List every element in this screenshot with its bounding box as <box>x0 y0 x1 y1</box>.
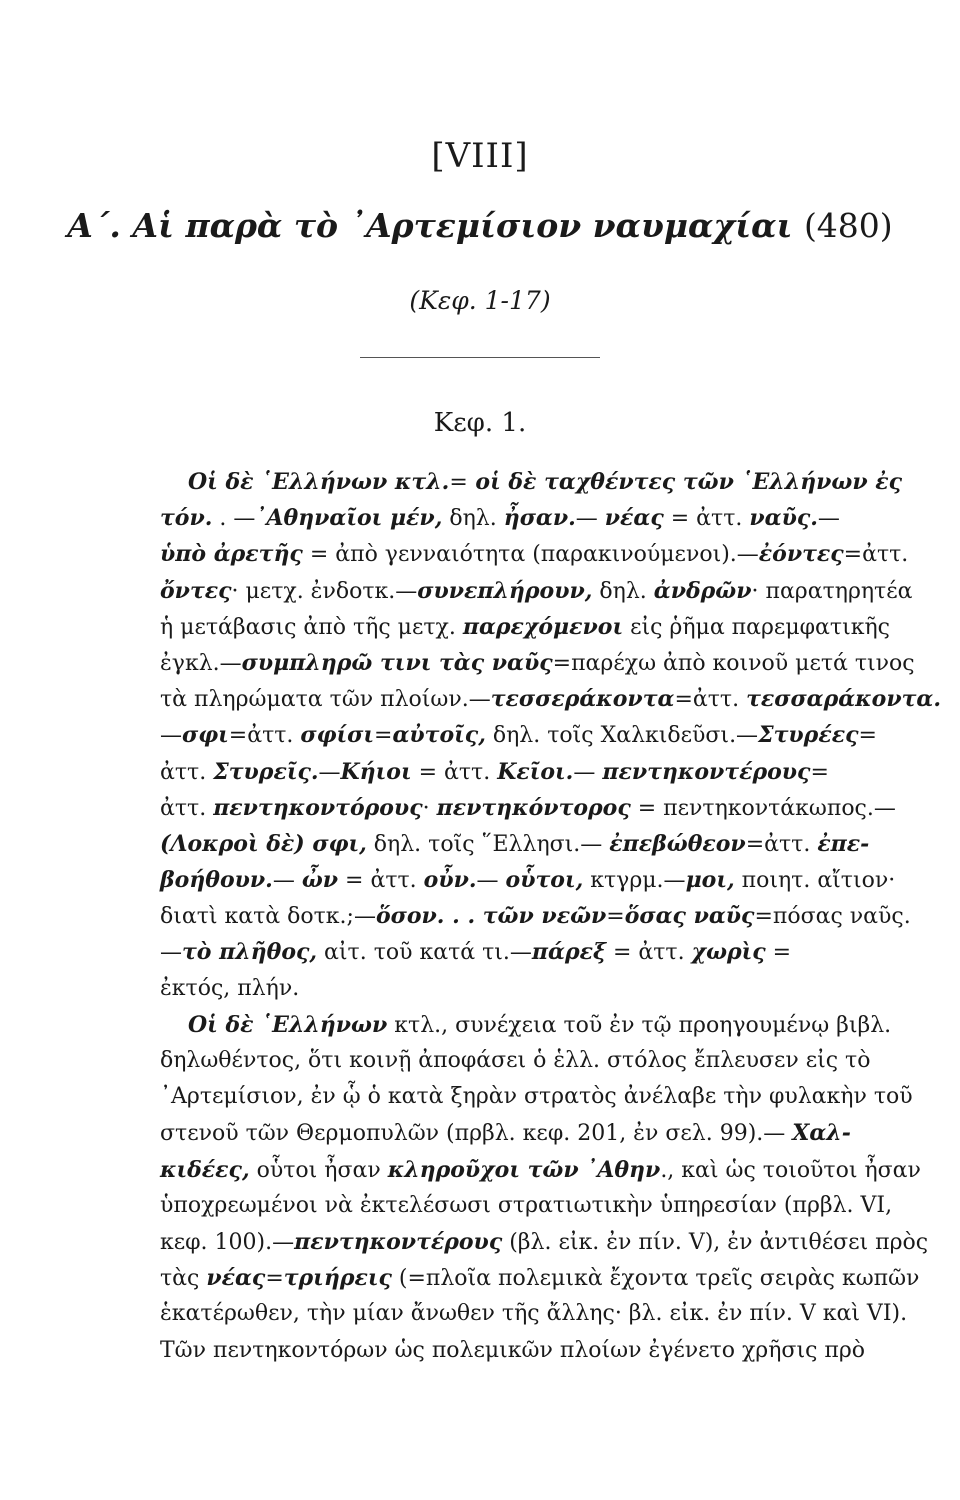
text-segment: = <box>765 940 792 966</box>
keyword-term: ἐπεβώθεον <box>609 830 746 857</box>
text-segment: =ἀττ. <box>674 687 747 713</box>
keyword-term: ἦσαν. <box>503 505 576 532</box>
text-line <box>160 826 950 862</box>
text-segment: ἀττ. <box>160 795 214 821</box>
keyword-term: πεντηκοντέρους <box>602 758 811 785</box>
keyword-term: νέας <box>206 1265 266 1292</box>
text-segment: ἑκατέρωθεν, τὴν μίαν ἄνωθεν τῆς ἄλλης· βλ. εἰκ. ἐν πίν. V καὶ VI). <box>160 1301 908 1327</box>
keyword-term: χωρὶς <box>691 939 766 966</box>
keyword-term: συνεπλήρουν, <box>417 577 593 604</box>
section-title <box>0 206 960 245</box>
text-segment: (βλ. εἰκ. ἐν πίν. V), ἐν ἀντιθέσει πρὸς <box>502 1229 929 1255</box>
keyword-term: σφίσι <box>300 722 375 749</box>
text-line <box>160 971 950 1007</box>
commentary-text <box>160 464 950 1369</box>
keyword-term: ὅσας ναῦς <box>624 903 755 930</box>
text-segment: ἐκτός, πλήν. <box>160 975 300 1001</box>
keyword-term: πεντηκόντορος <box>436 794 631 821</box>
text-segment: ἡ μετάβασις ἀπὸ τῆς μετχ. <box>160 614 463 640</box>
keyword-term: πεντηκοντόρους <box>213 794 423 821</box>
text-segment: — <box>318 759 341 785</box>
text-line <box>160 1260 950 1296</box>
text-segment: στενοῦ τῶν Θερμοπυλῶν (πρβλ. κεφ. 201, ἐν σελ. 99).— <box>160 1121 793 1147</box>
keyword-term: Κεῖοι. <box>497 758 574 785</box>
text-segment: — <box>272 868 302 894</box>
text-segment: — <box>575 506 605 532</box>
keyword-term: κιδέες, <box>160 1156 250 1183</box>
text-segment: = <box>858 723 877 749</box>
text-line <box>160 1224 950 1260</box>
section-title-year: (480) <box>803 206 893 245</box>
text-segment: · παρατηρητέα <box>751 578 913 604</box>
text-segment: δηλ. τοῖς ῞Ελλησι.— <box>366 831 610 857</box>
text-segment: — <box>476 868 506 894</box>
keyword-term: (Λοκροὶ δὲ) σφι, <box>160 830 367 857</box>
text-line <box>160 645 950 681</box>
text-segment: κτλ., συνέχεια τοῦ ἐν τῷ προηγουμένῳ βιβλ. <box>387 1012 892 1038</box>
keyword-term: βοήθουν. <box>160 867 273 894</box>
text-segment: τὰ πληρώματα τῶν πλοίων.— <box>160 687 491 713</box>
text-segment: = <box>374 723 393 749</box>
keyword-term: Στυρεῖς. <box>213 758 319 785</box>
keyword-term: ὅσον. . . τῶν νεῶν <box>375 903 607 930</box>
keyword-term: ἐπε- <box>817 830 870 857</box>
keyword-term: παρεχόμενοι <box>462 613 624 640</box>
text-segment: δηλ. <box>442 506 504 532</box>
text-line <box>160 464 950 500</box>
text-segment: ἀττ. <box>160 759 214 785</box>
text-line <box>160 717 950 753</box>
text-segment: κτγρμ.— <box>583 868 686 894</box>
keyword-term: τὸ πλῆθος, <box>182 939 318 966</box>
text-segment: δηλ. τοῖς Χαλκιδεῦσι.— <box>485 723 759 749</box>
text-segment: · <box>422 795 437 821</box>
text-segment: = <box>449 470 468 495</box>
text-segment: ., καὶ ὡς τοιοῦτοι ἦσαν <box>660 1157 921 1183</box>
keyword-term: τεσσαράκοντα. <box>746 686 941 713</box>
text-segment: αἰτ. τοῦ κατά τι.— <box>317 940 532 966</box>
section-title-text: Α΄. Αἱ παρὰ τὸ ᾿Αρτεμίσιον ναυμαχίαι <box>67 206 793 245</box>
text-segment: =ἀττ. <box>843 542 909 568</box>
text-segment: = ἀττ. <box>338 868 424 894</box>
text-segment: — <box>160 723 182 749</box>
keyword-term: πεντηκοντέρους <box>294 1228 503 1255</box>
text-segment: =ἀττ. <box>228 723 301 749</box>
text-segment: διατὶ κατὰ δοτκ.;— <box>160 904 376 930</box>
text-line <box>160 934 950 970</box>
text-segment: ὑποχρεωμένοι νὰ ἐκτελέσωσι στρατιωτικὴν ὑπηρεσίαν (πρβλ. VI, <box>160 1192 893 1218</box>
keyword-term: τεσσεράκοντα <box>490 686 675 713</box>
keyword-term: Χαλ- <box>792 1120 851 1147</box>
keyword-term: ὦν <box>301 867 339 894</box>
text-line <box>160 1115 950 1151</box>
chapter-heading: Κεφ. 1. <box>433 408 527 438</box>
keyword-term: σφι <box>182 722 229 749</box>
text-segment: δηλωθέντος, ὅτι κοινῇ ἀποφάσει ὁ ἑλλ. στόλος ἔπλευσεν εἰς τὸ <box>160 1048 871 1073</box>
text-segment: = πεντηκοντάκωπος.— <box>630 795 896 821</box>
divider <box>360 357 600 358</box>
text-segment: =πόσας ναῦς. <box>754 904 911 930</box>
page-number: [VIII] <box>431 136 529 176</box>
keyword-term: οἱ δὲ ταχθέντες τῶν ῾Ελλήνων ἐς <box>467 469 903 495</box>
text-segment: ἐγκλ.— <box>160 650 242 676</box>
text-line <box>160 1296 950 1332</box>
keyword-term: τριήρεις <box>283 1265 392 1292</box>
text-line <box>160 1333 950 1369</box>
text-segment: — <box>817 506 840 532</box>
keyword-term: Οἱ δὲ ῾Ελλήνων <box>188 1011 388 1038</box>
text-segment: = <box>606 904 625 930</box>
keyword-term: ναῦς. <box>749 505 818 532</box>
keyword-term: ὄντες <box>160 577 232 604</box>
keyword-term: ᾿Αθηναῖοι μέν, <box>255 505 443 532</box>
keyword-term: αὐτοῖς, <box>392 722 486 749</box>
keyword-term: κληροῦχοι τῶν ᾿Αθην <box>387 1156 661 1183</box>
keyword-term: Στυρέες <box>758 722 859 749</box>
text-segment: = ἀττ. <box>605 940 692 966</box>
text-line <box>160 754 950 790</box>
keyword-term: ἐόντες <box>758 541 844 568</box>
text-segment: = ἀττ. <box>411 759 498 785</box>
text-segment: Τῶν πεντηκοντόρων ὡς πολεμικῶν πλοίων ἐγένετο χρῆσις πρὸ <box>160 1337 866 1363</box>
text-line <box>160 573 950 609</box>
text-line <box>160 1152 950 1188</box>
text-line <box>160 1079 950 1115</box>
text-segment: ᾿Αρτεμίσιον, ἐν ᾧ ὁ κατὰ ξηρὰν στρατὸς ἀνέλαβε τὴν φυλακὴν τοῦ <box>160 1084 913 1110</box>
keyword-term: τόν. <box>160 505 213 532</box>
text-segment: — <box>160 940 182 966</box>
text-line <box>160 1007 950 1043</box>
text-line <box>160 609 950 645</box>
text-segment: ποιητ. αἴτιον· <box>734 868 896 894</box>
keyword-term: νέας <box>604 505 664 532</box>
text-segment: = ἀπὸ γενναιότητα (παρακινούμενοι).— <box>302 542 759 568</box>
keyword-term: πάρεξ <box>531 939 606 966</box>
text-segment: = ἀττ. <box>663 506 750 532</box>
keyword-term: οὗτοι, <box>505 867 584 894</box>
text-segment: · μετχ. ἐνδοτκ.— <box>231 578 418 604</box>
text-line <box>160 500 950 536</box>
text-line <box>160 1188 950 1224</box>
text-segment: κεφ. 100).— <box>160 1229 295 1255</box>
text-line <box>160 681 950 717</box>
text-segment: εἰς ῥῆμα παρεμφατικῆς <box>623 614 890 640</box>
keyword-term: Κήιοι <box>340 758 412 785</box>
text-segment: =ἀττ. <box>745 831 818 857</box>
text-segment: (=πλοῖα πολεμικὰ ἔχοντα τρεῖς σειρὰς κωπῶν <box>391 1266 920 1292</box>
keyword-term: μοι, <box>685 867 735 894</box>
text-line <box>160 790 950 826</box>
text-line <box>160 862 950 898</box>
text-segment: τὰς <box>160 1266 207 1292</box>
text-segment: δηλ. <box>592 578 654 604</box>
keyword-term: ὑπὸ ἀρετῆς <box>160 541 303 568</box>
text-line <box>160 898 950 934</box>
section-subtitle: (Κεφ. 1-17) <box>409 286 551 315</box>
text-segment: — <box>573 759 603 785</box>
text-segment: . — <box>212 506 256 532</box>
keyword-term: συμπληρῶ τινι τὰς ναῦς <box>241 649 553 676</box>
text-line <box>160 1043 950 1079</box>
text-segment: οὗτοι ἦσαν <box>249 1157 388 1183</box>
text-line <box>160 536 950 572</box>
keyword-term: οὖν. <box>423 867 477 894</box>
text-segment: =παρέχω ἀπὸ κοινοῦ μετά τινος <box>552 650 915 676</box>
keyword-term: Οἱ δὲ ῾Ελλήνων κτλ. <box>188 469 450 495</box>
text-segment: = <box>810 759 829 785</box>
keyword-term: ἀνδρῶν <box>653 577 752 604</box>
text-segment: = <box>265 1266 284 1292</box>
